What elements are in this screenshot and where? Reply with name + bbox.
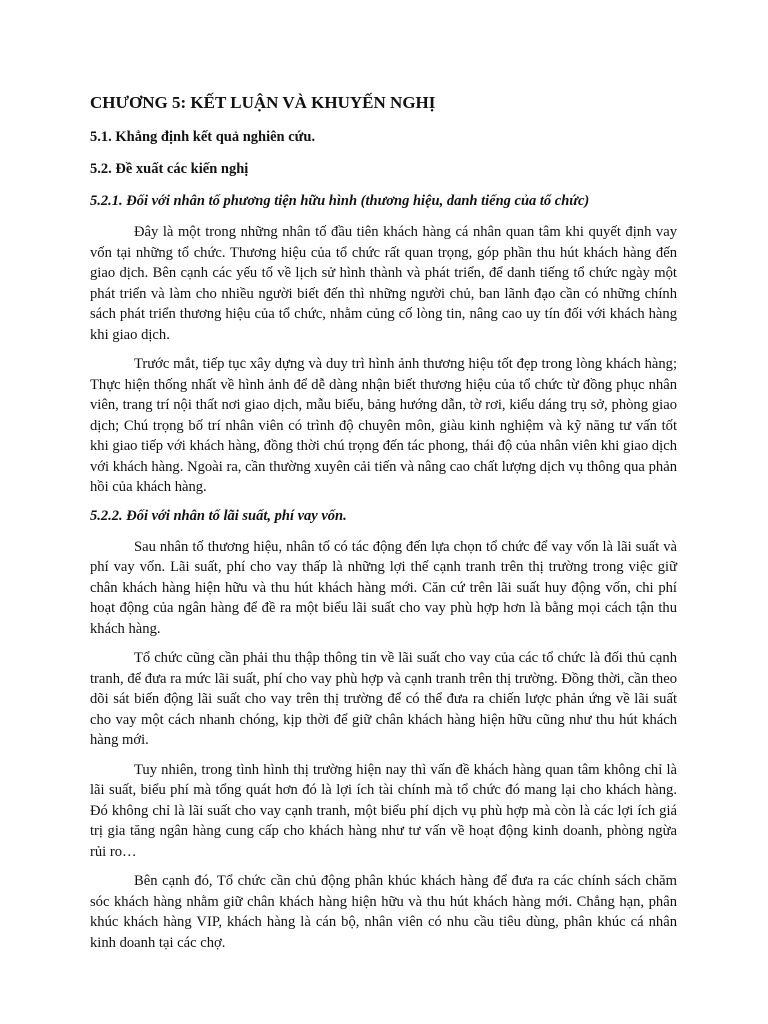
paragraph: Tổ chức cũng cần phải thu thập thông tin về lãi suất cho vay của các tổ chức là đối thủ cạnh tranh, để đưa ra mức lãi suất, phí cho vay phù hợp và cạnh tranh trên thị trường. Đồng thời, cần theo dõi sát biến động lãi suất cho vay trên thị trường để có thể đưa ra chiến lược phản ứng về lãi suất cho vay một cách nhanh chóng, kịp thời để giữ chân khách hàng hiện hữu cũng như thu hút khách hàng mới. xyxy=(90,650,677,748)
subsection-heading-5-2-2: 5.2.2. Đối với nhân tố lãi suất, phí vay vốn. xyxy=(90,507,347,524)
paragraph: Bên cạnh đó, Tổ chức cần chủ động phân khúc khách hàng để đưa ra các chính sách chăm sóc khách hàng nhằm giữ chân khách hàng hiện hữu và thu hút khách hàng mới. Chẳng hạn, phân khúc khách hàng VIP, khách hàng là cán bộ, nhân viên có nhu cầu tiêu dùng, phân khúc cá nhân kinh doanh tại các chợ. xyxy=(90,873,677,951)
paragraph: Tuy nhiên, trong tình hình thị trường hiện nay thì vấn đề khách hàng quan tâm không chỉ là lãi suất, biểu phí mà tổng quát hơn đó là lợi ích tài chính mà tổ chức đó mang lại cho khách hàng. Đó không chỉ là lãi suất cho vay cạnh tranh, một biểu phí dịch vụ phù hợp mà còn là các lợi ích giá trị gia tăng ngân hàng cung cấp cho khách hàng như tư vấn về hoạt động kinh doanh, phòng ngừa rủi ro… xyxy=(90,761,677,860)
document-page xyxy=(90,92,677,962)
chapter-title: CHƯƠNG 5: KẾT LUẬN VÀ KHUYẾN NGHỊ xyxy=(90,93,436,112)
section-heading-5-2: 5.2. Đề xuất các kiến nghị xyxy=(90,161,249,177)
subsection-heading-5-2-1: 5.2.1. Đối với nhân tố phương tiện hữu hình (thương hiệu, danh tiếng của tổ chức) xyxy=(90,193,590,209)
section-heading-5-1: 5.1. Khẳng định kết quả nghiên cứu. xyxy=(90,129,316,145)
paragraph: Đây là một trong những nhân tố đầu tiên khách hàng cá nhân quan tâm khi quyết định vay vốn tại những tổ chức. Thương hiệu của tổ chức rất quan trọng, góp phần thu hút khách hàng đến giao dịch. Bên cạnh các yếu tố về lịch sử hình thành và phát triển, để danh tiếng tổ chức ngày một phát triển và làm cho nhiều người biết đến thì những người chủ, ban lãnh đạo cần có những chính sách phát triển thương hiệu của tổ chức, nhằm củng cố lòng tin, nâng cao uy tín đối với khách hàng khi giao dịch. xyxy=(90,224,677,343)
paragraph: Sau nhân tố thương hiệu, nhân tố có tác động đến lựa chọn tổ chức để vay vốn là lãi suất và phí vay vốn. Lãi suất, phí cho vay thấp là những lợi thế cạnh tranh trên thị trường trong việc giữ chân khách hàng hiện hữu và thu hút khách hàng mới. Căn cứ trên lãi suất huy động vốn, chi phí hoạt động của ngân hàng để đề ra một biểu lãi suất cho vay phù hợp hơn là bằng mọi cách tận thu khách hàng. xyxy=(90,538,677,637)
paragraph: Trước mắt, tiếp tục xây dựng và duy trì hình ảnh thương hiệu tốt đẹp trong lòng khách hàng; Thực hiện thống nhất về hình ảnh để dễ dàng nhận biết thương hiệu của tổ chức từ đồng phục nhân viên, trang trí nội thất nơi giao dịch, mẫu biểu, bảng hướng dẫn, tờ rơi, kiểu dáng trụ sở, phòng giao dịch; Chú trọng bố trí nhân viên có trình độ chuyên môn, giàu kinh nghiệm và kỹ năng tư vấn tốt khi giao tiếp với khách hàng, đồng thời chú trọng đến tác phong, thái độ của nhân viên khi giao dịch với khách hàng. Ngoài ra, cần thường xuyên cải tiến và nâng cao chất lượng dịch vụ thông qua phản hồi của khách hàng. xyxy=(90,356,677,495)
